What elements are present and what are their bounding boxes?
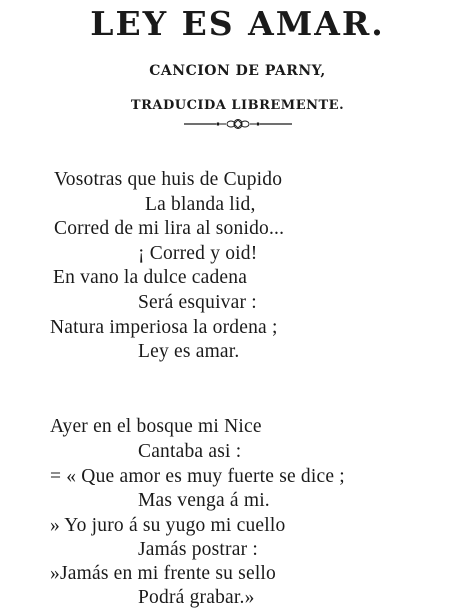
verse-line: Jamás postrar : [138,539,258,560]
poem-subtitle: CANCION DE PARNY, [149,63,326,79]
verse-line: Natura imperiosa la ordena ; [50,317,278,338]
verse-line: Será esquivar : [138,292,257,313]
verse-line: Podrá grabar.» [138,587,255,608]
verse-line: ¡ Corred y oid! [138,243,258,264]
verse-line: Corred de mi lira al sonido... [54,218,285,239]
ornament-divider-icon [182,117,294,131]
verse-line: = « Que amor es muy fuerte se dice ; [50,466,345,487]
verse-line: La blanda lid, [145,194,256,215]
verse-line: Mas venga á mi. [138,490,270,511]
verse-line: Ley es amar. [138,341,240,362]
verse-line: »Jamás en mi frente su sello [50,563,277,584]
verse-line: » Yo juro á su yugo mi cuello [50,515,286,536]
poem-translation-note: TRADUCIDA LIBREMENTE. [130,98,345,113]
poem-title: LEY ES AMAR. [90,4,385,43]
verse-line: Vosotras que huis de Cupido [54,169,283,190]
verse-line: Cantaba asi : [138,441,242,462]
verse-line: En vano la dulce cadena [53,267,248,288]
verse-line: Ayer en el bosque mi Nice [50,416,262,437]
